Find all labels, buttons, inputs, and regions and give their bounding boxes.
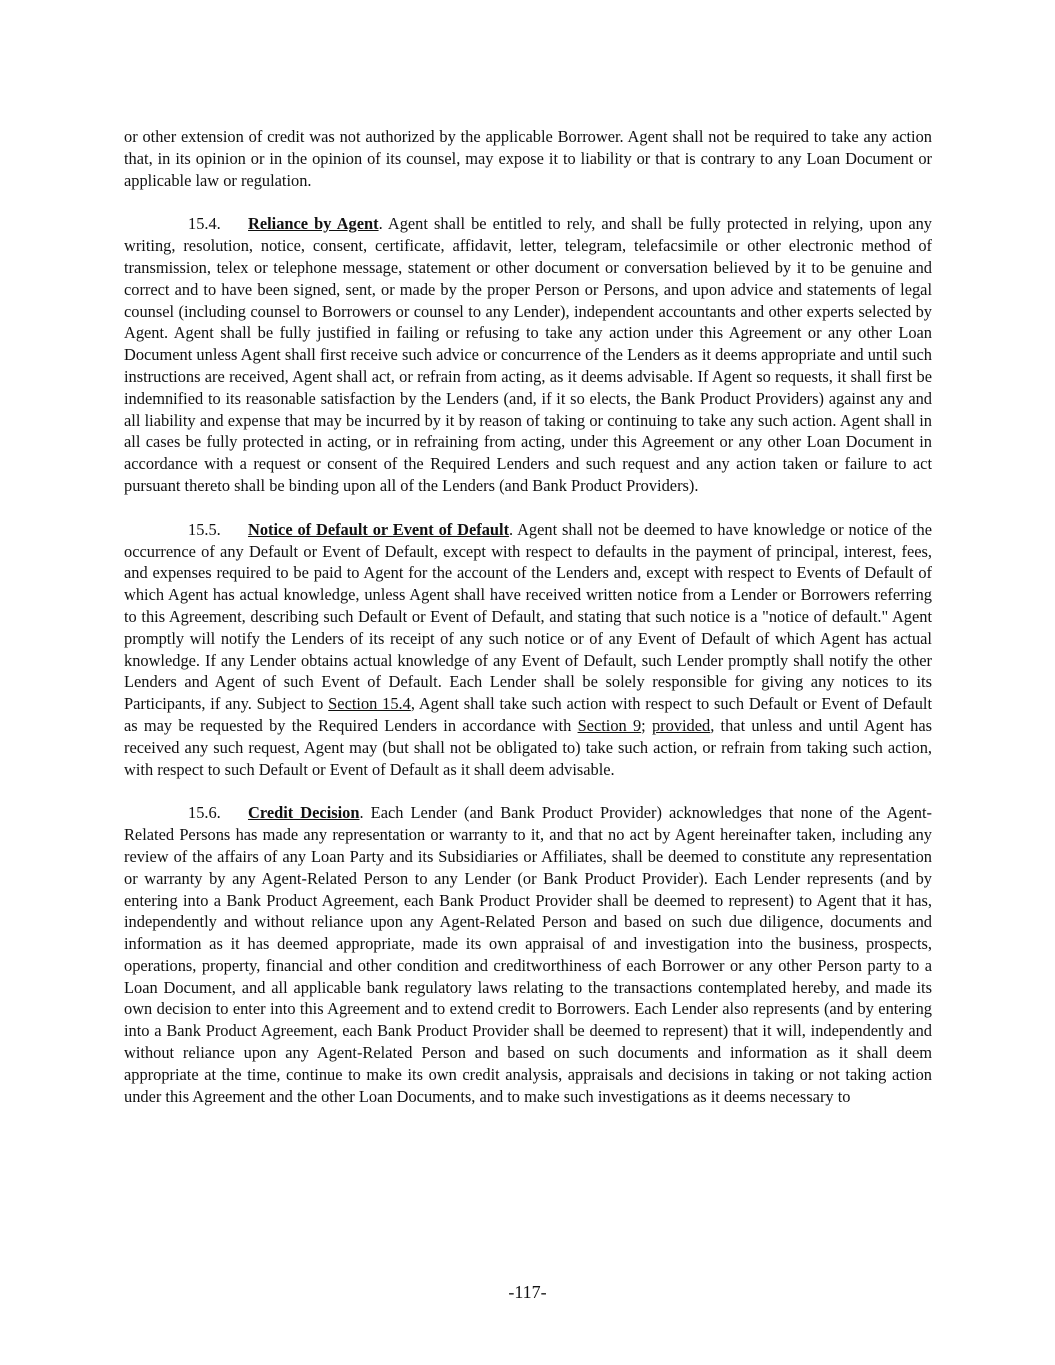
section-15-5 bbox=[124, 519, 932, 781]
paragraph-text: or other extension of credit was not authorized by the applicable Borrower. Agent shall not be required to take any action that, in its opinion or in the opinion of its counsel, may expose it to liability or that is contrary to any Loan Document or applicable law or regulation. bbox=[124, 127, 932, 190]
paragraph-text: . Each Lender (and Bank Product Provider) acknowledges that none of the Agent-Related Persons has made any representation or warranty to it, and that no act by Agent hereinafter taken, including any review of the affairs of any Loan Party and its Subsidiaries or Affiliates, shall be deemed to constitute any representation or warranty by any Agent-Related Person to any Lender (or Bank Product Provider). Each Lender represents (and by entering into a Bank Product Agreement, each Bank Product Provider shall be deemed to represent) to Agent that it has, independently and without reliance upon any Agent-Related Person and based on such due diligence, documents and information as it has deemed appropriate, made its own appraisal of and investigation into the business, prospects, operations, property, financial and other condition and creditworthiness of each Borrower or any other Person party to a Loan Document, and all applicable bank regulatory laws relating to the transactions contemplated hereby, and made its own decision to enter into this Agreement and to extend credit to Borrowers. Each Lender also represents (and by entering into a Bank Product Agreement, each Bank Product Provider shall be deemed to represent) that it will, independently and without reliance upon any Agent-Related Person and based on such documents and information as it shall deem appropriate at the time, continue to make its own credit analysis, appraisals and decisions in taking or not taking action under this Agreement and the other Loan Documents, and to make such investigations as it deems necessary to bbox=[124, 803, 933, 1106]
section-heading: Notice of Default or Event of Default bbox=[248, 519, 510, 539]
cross-reference-section-9: Section 9 bbox=[577, 715, 642, 735]
provided-term: provided bbox=[651, 715, 711, 735]
section-heading: Reliance by Agent bbox=[248, 214, 379, 234]
paragraph-text: , Agent shall take such action with respect to such Default or Event of Default as may be requested by the Required Lenders in accordance with bbox=[124, 694, 932, 735]
section-number: 15.6. bbox=[188, 803, 221, 823]
paragraph-text: . Agent shall not be deemed to have knowledge or notice of the occurrence of any Default or Event of Default, except with respect to defaults in the payment of principal, interest, fees, and expenses required to be paid to Agent for the account of the Lenders and, except with respect to Events of Default of which Agent has actual knowledge, unless Agent shall have received written notice from a Lender or Borrowers referring to this Agreement, describing such Default or Event of Default, and stating that such notice is a "notice of default." Agent promptly will notify the Lenders of its receipt of any such notice or of any Event of Default of which Agent has actual knowledge. If any Lender obtains actual knowledge of any Event of Default, such Lender promptly shall notify the other Lenders and Agent of such Event of Default. Each Lender shall be solely responsible for giving any notices to its Participants, if any. Subject to bbox=[124, 519, 932, 714]
section-number: 15.4. bbox=[188, 214, 221, 234]
paragraph-text: , that unless and until Agent has received any such request, Agent may (but shall not be obligated to) take such action, or refrain from taking such action, with respect to such Default or Event of Default as it shall deem advisable. bbox=[124, 715, 932, 779]
cross-reference-section-15-4: Section 15.4 bbox=[328, 694, 411, 714]
paragraph-text: . Agent shall be entitled to rely, and shall be fully protected in relying, upon any writing, resolution, notice, consent, certificate, affidavit, letter, telegram, telefacsimile or other electronic method of transmission, telex or telephone message, statement or other document or conversation believed by it to be genuine and correct and to have been signed, sent, or made by the proper Person or Persons, and upon advice and statements of legal counsel (including counsel to Borrowers or counsel to any Lender), independent accountants and other experts selected by Agent. Agent shall be fully justified in failing or refusing to take any action under this Agreement or any other Loan Document unless Agent shall first receive such advice or concurrence of the Lenders as it deems appropriate and until such instructions are received, Agent shall act, or refrain from acting, as it deems advisable. If Agent so requests, it shall first be indemnified to its reasonable satisfaction by the Lenders (and, if it so elects, the Bank Product Providers) against any and all liability and expense that may be incurred by it by reason of taking or continuing to take any such action. Agent shall in all cases be fully protected in acting, or in refraining from acting, under this Agreement or any other Loan Document in accordance with a request or consent of the Required Lenders and such request and any action taken or failure to act pursuant thereto shall be binding upon all of the Lenders (and Bank Product Providers). bbox=[124, 214, 932, 495]
section-15-6 bbox=[124, 802, 932, 1107]
paragraph-text: ; bbox=[641, 715, 652, 735]
document-page bbox=[124, 126, 932, 1129]
section-number: 15.5. bbox=[188, 519, 221, 539]
section-15-4 bbox=[124, 213, 932, 496]
paragraph-continuation bbox=[124, 126, 932, 191]
page-number: -117- bbox=[508, 1282, 547, 1302]
section-heading: Credit Decision bbox=[248, 803, 360, 823]
